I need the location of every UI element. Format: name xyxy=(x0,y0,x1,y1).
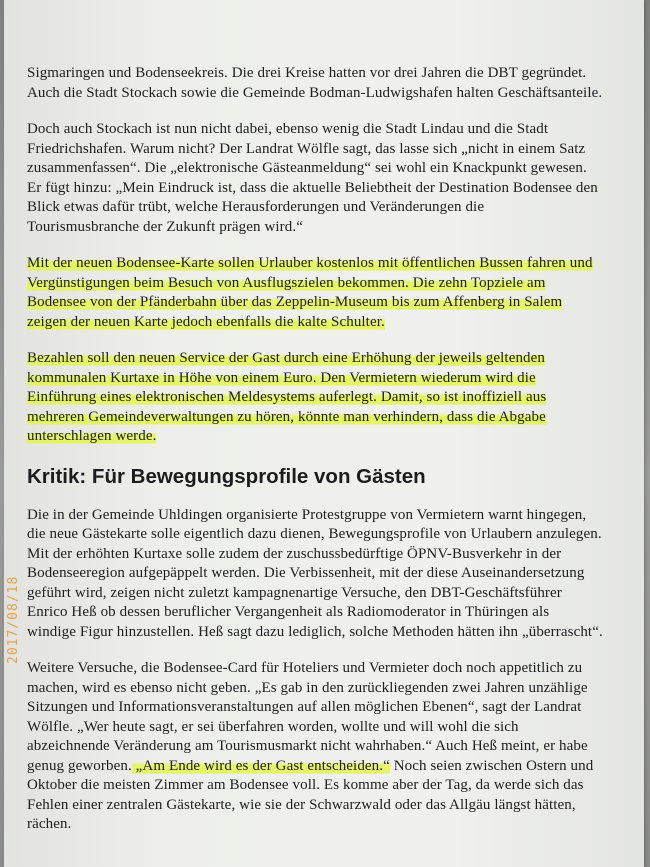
highlight-marker: Bezahlen soll den neuen Service der Gast durch eine Erhöhung der jeweils geltenden kommunalen Kurtaxe in Höhe von einem Euro. Den Vermietern wiederum wird die Einführung eines elektronischen Meldesystems auferlegt. Damit, so ist inoffiziell aus mehreren Gemeindeverwaltungen zu hören, könnte man verhindern, dass die Abgabe unterschlagen werde. xyxy=(27,350,547,444)
paragraph-5: Die in der Gemeinde Uhldingen organisierte Protestgruppe von Vermietern warnt hingegen, die neue Gästekarte solle eigentlich dazu dienen, Bewegungsprofile von Urlaubern anzulegen. Mit der erhöhten Kurtaxe solle zudem der zuschussbedürftige ÖPNV-Busverkehr in der Bodenseeregion aufgepäppelt werden. Die Verbissenheit, mit der diese Auseinandersetzung geführt wird, zeigen nicht zuletzt kampagnenartige Versuche, den DBT-Geschäftsführer Enrico Heß ob dessen beruflicher Vergangenheit als Radiomoderator in Thüringen als windige Figur hinzustellen. Heß sagt dazu lediglich, solche Methoden hätten ihn „überrascht“. xyxy=(27,506,603,640)
article-body xyxy=(27,64,627,852)
paragraph-3-highlighted xyxy=(27,254,627,332)
paragraph-4-highlighted xyxy=(27,349,627,447)
highlight-marker: Mit der neuen Bodensee-Karte sollen Urlauber kostenlos mit öffentlichen Bussen fahren und Vergünstigungen beim Besuch von Ausflugszielen bekommen. Die zehn Topziele am Bodensee von der Pfänderbahn über das Zeppelin-Museum bis zum Affenberg in Salem zeigen der neuen Karte jedoch ebenfalls die kalte Schulter. xyxy=(27,255,593,330)
paragraph-6 xyxy=(27,659,627,835)
paragraph-6-end: Noch seien zwischen Ostern und Oktober die meisten Zimmer am Bodensee voll. Es komme aber der Tag, da werde sich das Fehlen einer zentralen Gästekarte, wie sie der Schwarzwald oder das Allgäu längst hätten, rächen. xyxy=(27,757,594,832)
paragraph-1: Sigmaringen und Bodenseekreis. Die drei Kreise hatten vor drei Jahren die DBT gegründet. Auch die Stadt Stockach sowie die Gemeinde Bodman-Ludwigshafen halten Geschäftsanteile. xyxy=(27,65,603,101)
paragraph-6-start: Weitere Versuche, die Bodensee-Card für Hoteliers und Vermieter doch noch appetitlich zu machen, wird es ebenso nicht geben. „Es gab in den zurückliegenden zwei Jahren unzählige Sitzungen und Informationsveranstaltungen auf allen möglichen Ebenen“, sagt der Landrat Wölfle. „Wer heute sagt, er sei überfahren worden, wollte und will wohl die sich abzeichnende Veränderung am Tourismusmarkt nicht wahrhaben.“ Auch Heß meint, er habe genug geworben. xyxy=(27,660,588,774)
paper-sheet xyxy=(4,0,644,867)
paragraph-2: Doch auch Stockach ist nun nicht dabei, ebenso wenig die Stadt Lindau und die Stadt Friedrichshafen. Warum nicht? Der Landrat Wölfle sagt, das lasse sich „nicht in einem Satz zusammenfassen“. Die „elektronische Gästeanmeldung“ sei wohl ein Knackpunkt gewesen. Er fügt hinzu: „Mein Eindruck ist, dass die aktuelle Beliebtheit der Destination Bodensee den Blick etwas dafür trübt, welche Herausforderungen und Veränderungen die Tourismusbranche der Zukunft prägen wird.“ xyxy=(27,121,598,235)
camera-date-stamp: 2017/08/18 xyxy=(6,575,21,664)
section-heading: Kritik: Für Bewegungsprofile von Gästen xyxy=(27,464,426,488)
highlight-quote: „Am Ende wird es der Gast entscheiden.“ xyxy=(131,757,390,774)
